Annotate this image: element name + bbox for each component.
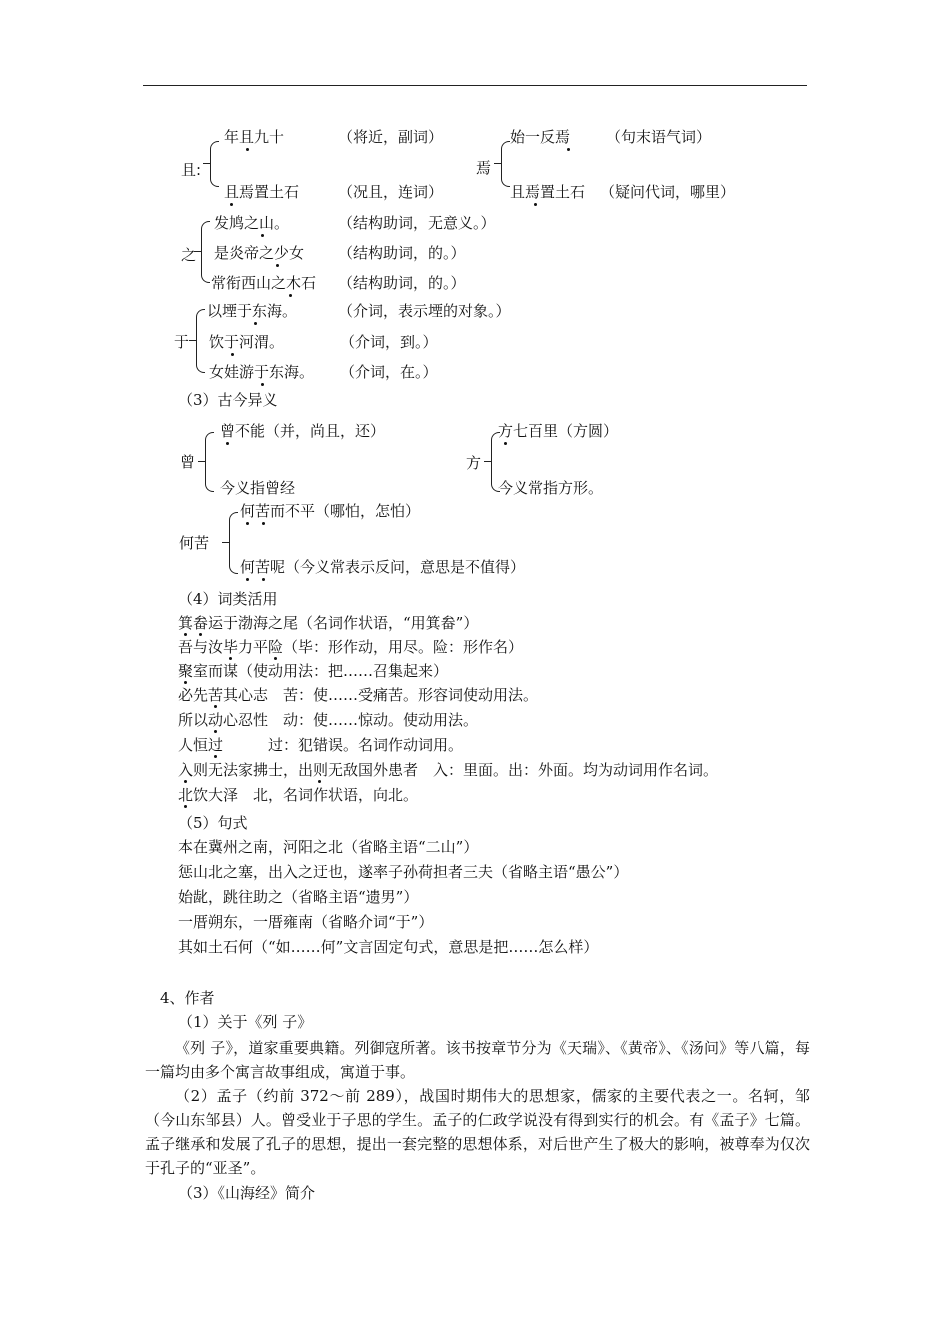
section-heading: （5）句式 [178, 814, 248, 832]
emphasis-dot [184, 805, 187, 808]
emphasis-dot [226, 442, 229, 445]
usage-line: 箕畚运于渤海之尾（名词作状语，“用箕畚”） [178, 614, 479, 632]
usage-char-qie: 且: [181, 161, 202, 179]
term-example: 方七百里（方圆） [498, 422, 619, 440]
usage-example: 女娃游于东海。 [209, 363, 315, 381]
emphasis-dot [289, 294, 292, 297]
usage-example: 且焉置土石 [224, 183, 300, 201]
emphasis-dot [184, 633, 187, 636]
emphasis-dot [214, 730, 217, 733]
usage-example: 发鸠之山。 [214, 214, 290, 232]
term-example: 何苦而不平（哪怕，怎怕） [240, 502, 421, 520]
usage-note: （疑问代词，哪里） [600, 183, 736, 201]
emphasis-dot [262, 522, 265, 525]
emphasis-dot [230, 203, 233, 206]
sentence-line: 始龀，跳往助之（省略主语“遗男”） [178, 888, 419, 906]
emphasis-dot [246, 148, 249, 151]
term-heku: 何苦 [179, 534, 210, 552]
emphasis-dot [246, 522, 249, 525]
usage-note: （况且，连词） [338, 183, 444, 201]
sentence-line: 本在冀州之南，河阳之北（省略主语“二山”） [178, 838, 479, 856]
usage-char-yu: 于 [174, 333, 190, 351]
author-paragraph: （2）孟子（约前 372～前 289），战国时期伟大的思想家，儒家的主要代表之一。名轲，邹（今山东邹县）人。曾受业于子思的学生。孟子的仁政学说没有得到实行的机会。有《孟子》七篇。孟子继承和发展了孔子的思想，提出一套完整的思想体系，对后世产生了极大的影响，被尊奉为仅次于孔子的“亚圣”。 [145, 1087, 810, 1177]
usage-example: 常衔西山之木石 [211, 274, 317, 292]
emphasis-dot [254, 322, 257, 325]
term-ceng: 曾 [180, 453, 196, 471]
usage-line: 必先苦其心志 苦：使……受痛苦。形容词使动用法。 [178, 686, 539, 704]
emphasis-dot [231, 353, 234, 356]
brace-heku [229, 512, 238, 574]
usage-note: （介词，表示堙的对象。） [338, 302, 511, 320]
emphasis-dot [184, 780, 187, 783]
usage-line: 吾与汝毕力平险（毕：形作动，用尽。险：形作名） [178, 638, 524, 656]
usage-note: （介词，到。） [340, 333, 438, 351]
brace-zhi [201, 221, 210, 283]
usage-line: 北饮大泽 北，名词作状语，向北。 [178, 786, 419, 804]
usage-line: 人恒过 过：犯错误。名词作动词用。 [178, 736, 464, 754]
author-heading: 4、作者 [160, 989, 215, 1007]
emphasis-dot [199, 633, 202, 636]
usage-note: （将近，副词） [338, 128, 444, 146]
usage-example: 始一反焉 [510, 128, 571, 146]
term-modern: 今义常指方形。 [498, 479, 604, 497]
usage-line: 聚室而谋（使动用法：把……召集起来） [178, 662, 449, 680]
usage-example: 且焉置土石 [510, 183, 586, 201]
usage-note: （结构助词，的。） [338, 244, 466, 262]
sentence-line: 惩山北之塞，出入之迂也，遂率子孙荷担者三夫（省略主语“愚公”） [178, 863, 629, 881]
emphasis-dot [262, 578, 265, 581]
sentence-line: 一厝朔东，一厝雍南（省略介词“于”） [178, 913, 434, 931]
section-heading: （4）词类活用 [178, 590, 278, 608]
emphasis-dot [567, 148, 570, 151]
emphasis-dot [261, 383, 264, 386]
usage-example: 饮于河渭。 [209, 333, 285, 351]
usage-char-yan: 焉 [476, 159, 492, 177]
usage-note: （结构助词，无意义。） [338, 214, 496, 232]
usage-example: 年且九十 [224, 128, 285, 146]
emphasis-dot [274, 657, 277, 660]
usage-line: 入则无法家拂士，出则无敌国外患者 入：里面。出：外面。均为动词用作名词。 [178, 761, 719, 779]
term-modern: 何苦呢（今义常表示反问，意思是不值得） [240, 558, 526, 576]
emphasis-dot [214, 755, 217, 758]
brace-yu [196, 309, 205, 373]
term-modern: 今义指曾经 [220, 479, 296, 497]
brace-ceng [205, 432, 214, 492]
usage-note: （结构助词，的。） [338, 274, 466, 292]
usage-example: 以堙于东海。 [207, 302, 298, 320]
usage-note: （句末语气词） [606, 128, 712, 146]
usage-note: （介词，在。） [340, 363, 438, 381]
emphasis-dot [276, 264, 279, 267]
usage-line: 所以动心忍性 动：使……惊动。使动用法。 [178, 711, 479, 729]
emphasis-dot [261, 234, 264, 237]
brace-yan [501, 141, 510, 187]
author-subheading: （1）关于《列 子》 [178, 1013, 313, 1031]
usage-example: 是炎帝之少女 [214, 244, 305, 262]
emphasis-dot [184, 681, 187, 684]
term-fang: 方 [466, 454, 482, 472]
author-paragraph: 《列 子》，道家重要典籍。列御寇所著。该书按章节分为《天瑞》、《黄帝》、《汤问》等八篇，每一篇均由多个寓言故事组成，寓道于事。 [145, 1039, 810, 1081]
sentence-line: 其如土石何（“如……何”文言固定句式，意思是把……怎么样） [178, 938, 599, 956]
emphasis-dot [534, 203, 537, 206]
usage-char-zhi: 之 [181, 246, 197, 264]
brace-qie [210, 141, 219, 187]
author-subheading: （3）《山海经》简介 [178, 1184, 316, 1202]
term-example: 曾不能（并，尚且，还） [220, 422, 386, 440]
header-rule [143, 85, 807, 86]
section-heading: （3）古今异义 [178, 391, 278, 409]
emphasis-dot [504, 442, 507, 445]
emphasis-dot [214, 705, 217, 708]
emphasis-dot [246, 578, 249, 581]
emphasis-dot [318, 780, 321, 783]
emphasis-dot [229, 657, 232, 660]
